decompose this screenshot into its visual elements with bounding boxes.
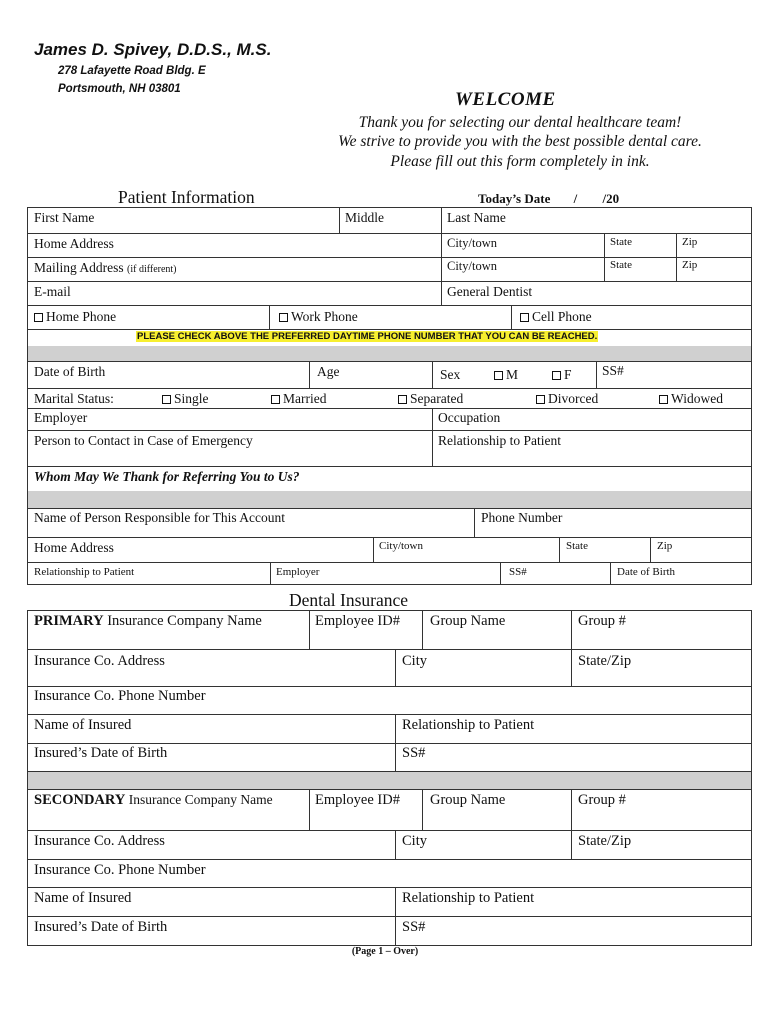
practice-address-line2: Portsmouth, NH 03801 [58,83,181,95]
responsible-name-field[interactable]: Name of Person Responsible for This Account [34,510,285,525]
secondary-ssn-field[interactable]: SS# [402,919,426,935]
welcome-line-1: Thank you for selecting our dental healthcare team! [358,114,682,131]
primary-relationship-field[interactable]: Relationship to Patient [402,717,535,733]
single-checkbox[interactable] [162,391,209,407]
responsible-zip-field[interactable]: Zip [657,540,673,552]
work-phone-label: Work Phone [291,309,358,324]
checkbox-icon [659,395,668,404]
responsible-ssn-field[interactable]: SS# [509,566,527,578]
secondary-relationship-field[interactable]: Relationship to Patient [402,890,535,906]
cell-phone-label: Cell Phone [532,309,592,324]
home-phone-label: Home Phone [46,309,117,324]
home-address-field[interactable]: Home Address [34,236,114,251]
secondary-company-field[interactable] [34,792,273,809]
primary-insured-dob-field[interactable]: Insured’s Date of Birth [34,745,168,761]
responsible-state-field[interactable]: State [566,540,588,552]
secondary-insured-name-field[interactable]: Name of Insured [34,890,132,906]
todays-date-field[interactable] [478,191,619,207]
primary-city-field[interactable]: City [402,653,427,669]
cell-phone-checkbox[interactable] [520,309,592,325]
checkbox-icon [279,313,288,322]
widowed-label: Widowed [671,391,723,406]
sex-f-checkbox[interactable] [552,367,572,383]
primary-phone-field[interactable]: Insurance Co. Phone Number [34,688,206,704]
married-checkbox[interactable] [271,391,326,407]
shaded-band [28,772,751,789]
todays-date-year: /20 [602,191,620,206]
welcome-line-3: Please fill out this form completely in ink. [390,153,650,170]
last-name-field[interactable]: Last Name [447,210,506,225]
checkbox-icon [552,371,561,380]
primary-group-name-field[interactable]: Group Name [430,613,506,629]
primary-company-field[interactable] [34,613,262,630]
shaded-band [28,491,751,508]
practice-address-line1: 278 Lafayette Road Bldg. E [58,65,206,77]
emergency-relationship-field[interactable]: Relationship to Patient [438,433,561,448]
marital-status-label: Marital Status: [34,391,114,406]
checkbox-icon [536,395,545,404]
welcome-title: WELCOME [455,89,556,110]
single-label: Single [174,391,209,406]
todays-date-label: Today’s Date [478,191,551,206]
checkbox-icon [162,395,171,404]
primary-employee-id-field[interactable]: Employee ID# [315,613,400,629]
primary-company-label: Insurance Company Name [103,613,262,629]
secondary-employee-id-field[interactable]: Employee ID# [315,792,400,808]
widowed-checkbox[interactable] [659,391,723,407]
secondary-group-name-field[interactable]: Group Name [430,792,506,808]
todays-date-slash: / [573,191,578,206]
first-name-field[interactable]: First Name [34,210,95,225]
work-phone-checkbox[interactable] [279,309,358,325]
responsible-employer-field[interactable]: Employer [276,566,320,578]
checkbox-icon [271,395,280,404]
emergency-contact-field[interactable]: Person to Contact in Case of Emergency [34,433,253,448]
mailing-if-different: (if different) [127,264,177,275]
zip-field[interactable]: Zip [682,236,698,248]
mailing-address-field[interactable] [34,260,177,276]
divorced-checkbox[interactable] [536,391,598,407]
responsible-address-field[interactable]: Home Address [34,540,114,555]
middle-name-field[interactable]: Middle [345,210,384,225]
referral-question-field[interactable]: Whom May We Thank for Referring You to Us? [34,469,300,484]
primary-insured-name-field[interactable]: Name of Insured [34,717,132,733]
employer-field[interactable]: Employer [34,410,88,425]
primary-address-field[interactable]: Insurance Co. Address [34,653,165,669]
checkbox-icon [34,313,43,322]
checkbox-icon [398,395,407,404]
secondary-city-field[interactable]: City [402,833,427,849]
secondary-label: SECONDARY [34,792,126,808]
secondary-state-zip-field[interactable]: State/Zip [578,833,632,849]
primary-label: PRIMARY [34,613,104,629]
phone-notice: PLEASE CHECK ABOVE THE PREFERRED DAYTIME PHONE NUMBER THAT YOU CAN BE REACHED. [137,331,598,342]
responsible-dob-field[interactable]: Date of Birth [617,566,676,578]
home-phone-checkbox[interactable] [34,309,116,325]
sex-m-checkbox[interactable] [494,367,518,383]
mailing-state-field[interactable]: State [610,259,632,271]
practice-name: James D. Spivey, D.D.S., M.S. [34,40,272,59]
ssn-field[interactable]: SS# [602,363,624,378]
married-label: Married [283,391,327,406]
mailing-city-field[interactable]: City/town [447,259,498,273]
responsible-phone-field[interactable]: Phone Number [481,510,563,525]
page-number: (Page 1 – Over) [351,946,419,957]
general-dentist-field[interactable]: General Dentist [447,284,533,299]
secondary-group-number-field[interactable]: Group # [578,792,626,808]
secondary-address-field[interactable]: Insurance Co. Address [34,833,165,849]
checkbox-icon [520,313,529,322]
sex-f-label: F [564,367,572,382]
city-field[interactable]: City/town [447,236,498,250]
patient-info-title: Patient Information [118,187,255,207]
sex-label: Sex [440,367,461,382]
age-field[interactable]: Age [317,364,340,379]
shaded-band [28,346,751,361]
mailing-address-label: Mailing Address [34,260,124,275]
state-field[interactable]: State [610,236,632,248]
responsible-city-field[interactable]: City/town [379,540,424,552]
primary-group-number-field[interactable]: Group # [578,613,626,629]
checkbox-icon [494,371,503,380]
secondary-company-label: Insurance Company Name [125,792,273,807]
dental-insurance-title: Dental Insurance [289,590,409,610]
mailing-zip-field[interactable]: Zip [682,259,698,271]
sex-m-label: M [506,367,519,382]
occupation-field[interactable]: Occupation [438,410,501,425]
separated-label: Separated [410,391,464,406]
date-of-birth-field[interactable]: Date of Birth [34,364,106,379]
secondary-insured-dob-field[interactable]: Insured’s Date of Birth [34,919,168,935]
divorced-label: Divorced [548,391,599,406]
secondary-phone-field[interactable]: Insurance Co. Phone Number [34,862,206,878]
primary-state-zip-field[interactable]: State/Zip [578,653,632,669]
email-field[interactable]: E-mail [34,284,71,299]
primary-ssn-field[interactable]: SS# [402,745,426,761]
welcome-line-2: We strive to provide you with the best possible dental care. [338,133,702,150]
responsible-relationship-field[interactable]: Relationship to Patient [34,566,135,578]
separated-checkbox[interactable] [398,391,463,407]
